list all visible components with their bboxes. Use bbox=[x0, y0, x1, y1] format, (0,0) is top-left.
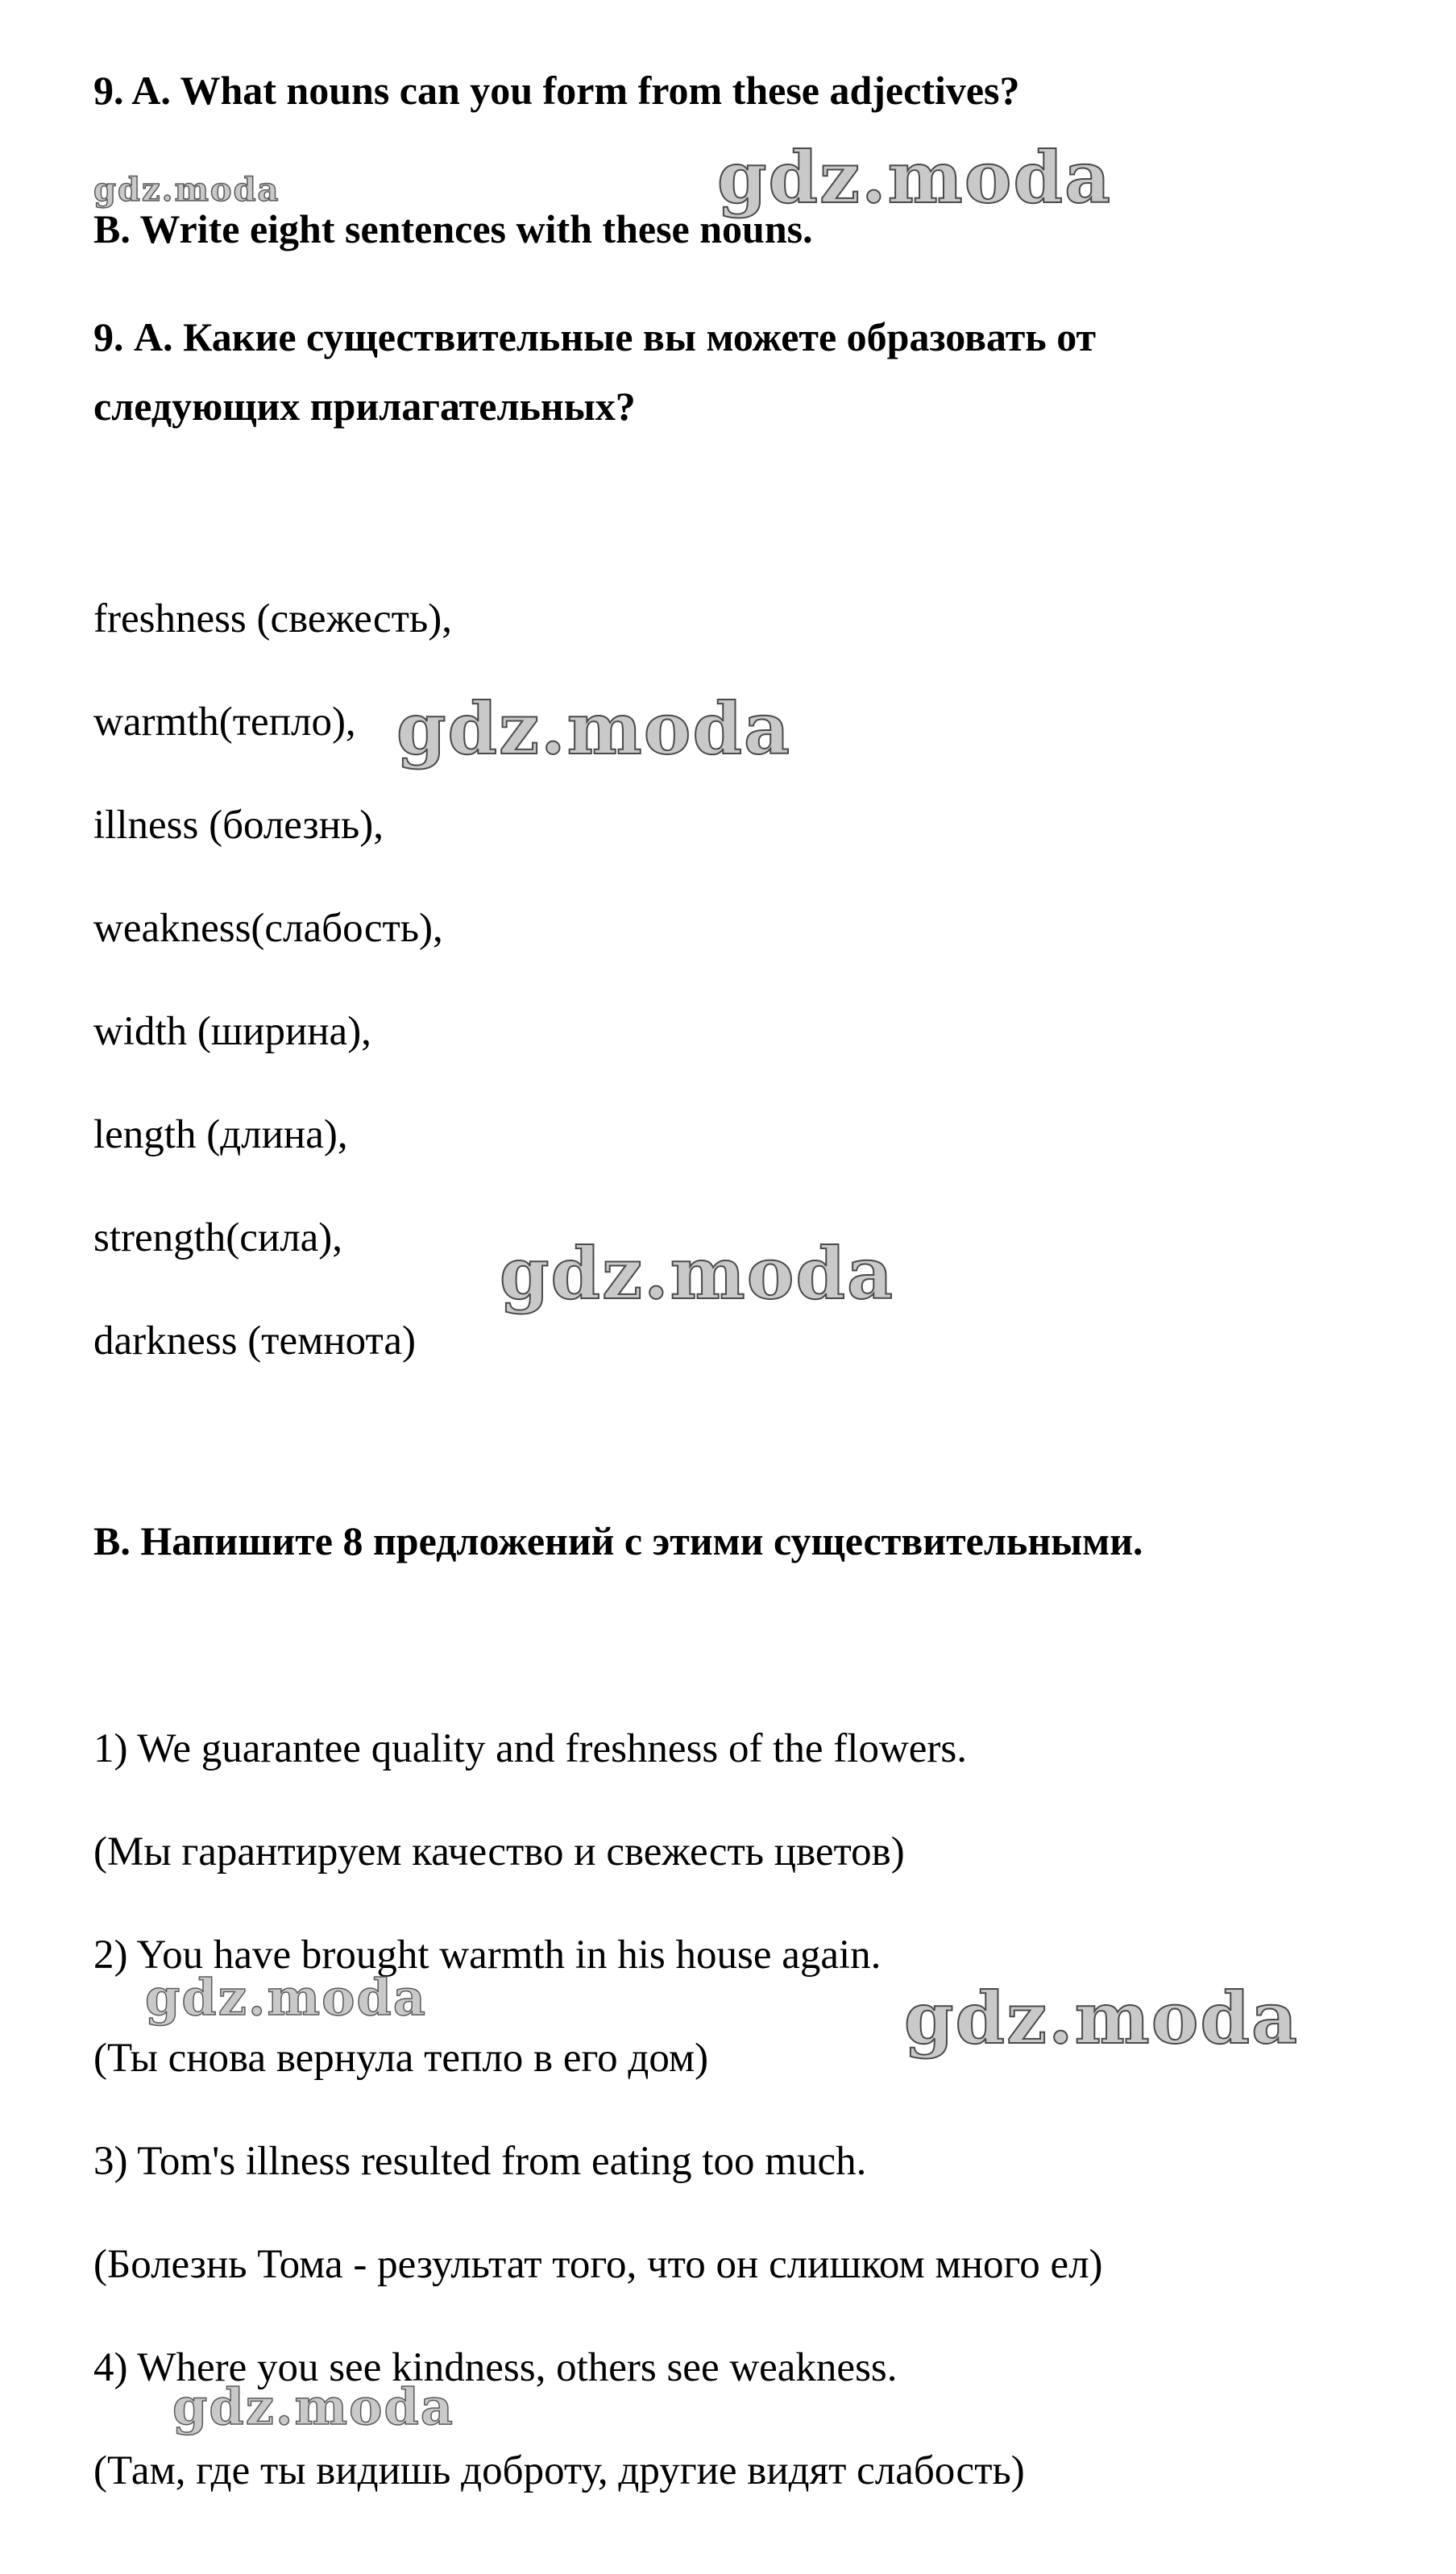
noun-item: weakness(слабость), bbox=[93, 906, 443, 951]
sentence-en: 4) Where you see kindness, others see weakness. bbox=[93, 2345, 898, 2390]
watermark-logo: gdz.moda bbox=[500, 1231, 895, 1315]
sentence-ru: (Болезнь Тома - результат того, что он слишком много ел) bbox=[93, 2242, 1103, 2287]
watermark-logo: gdz.moda bbox=[396, 687, 792, 770]
section-b-heading-ru: B. Напишите 8 предложений с этими существительными. bbox=[93, 1518, 1143, 1563]
task-heading-b-en: B. Write eight sentences with these nouns. bbox=[93, 206, 813, 251]
watermark-logo: gdz.moda bbox=[145, 1968, 427, 2027]
noun-item: freshness (свежесть), bbox=[93, 596, 452, 641]
watermark-logo: gdz.moda bbox=[172, 2377, 454, 2436]
task-heading-a-en: 9. A. What nouns can you form from these adjectives? bbox=[93, 68, 1020, 113]
sentence-ru: (Там, где ты видишь доброту, другие видят слабость) bbox=[93, 2448, 1025, 2493]
sentence-ru: (Ты снова вернула тепло в его дом) bbox=[93, 2036, 709, 2081]
watermark-logo: gdz.moda bbox=[904, 1976, 1300, 2060]
sentence-en: 2) You have brought warmth in his house again. bbox=[93, 1933, 881, 1978]
task-heading-a-ru-line1: 9. А. Какие существительные вы можете образовать от bbox=[93, 314, 1097, 359]
watermark-logo: gdz.moda bbox=[717, 135, 1113, 219]
watermark-logo: gdz.moda bbox=[93, 171, 280, 209]
noun-item: darkness (темнота) bbox=[93, 1318, 417, 1364]
noun-item: illness (болезнь), bbox=[93, 803, 384, 848]
noun-item: length (длина), bbox=[93, 1112, 348, 1157]
task-heading-a-ru-line2: следующих прилагательных? bbox=[93, 384, 636, 429]
noun-item: width (ширина), bbox=[93, 1009, 371, 1054]
sentence-en: 1) We guarantee quality and freshness of the flowers. bbox=[93, 1726, 967, 1771]
sentence-ru: (Мы гарантируем качество и свежесть цветов) bbox=[93, 1829, 905, 1874]
sentence-en: 3) Tom's illness resulted from eating too much. bbox=[93, 2139, 867, 2184]
noun-item: strength(сила), bbox=[93, 1215, 343, 1260]
noun-item: warmth(тепло), bbox=[93, 700, 356, 745]
